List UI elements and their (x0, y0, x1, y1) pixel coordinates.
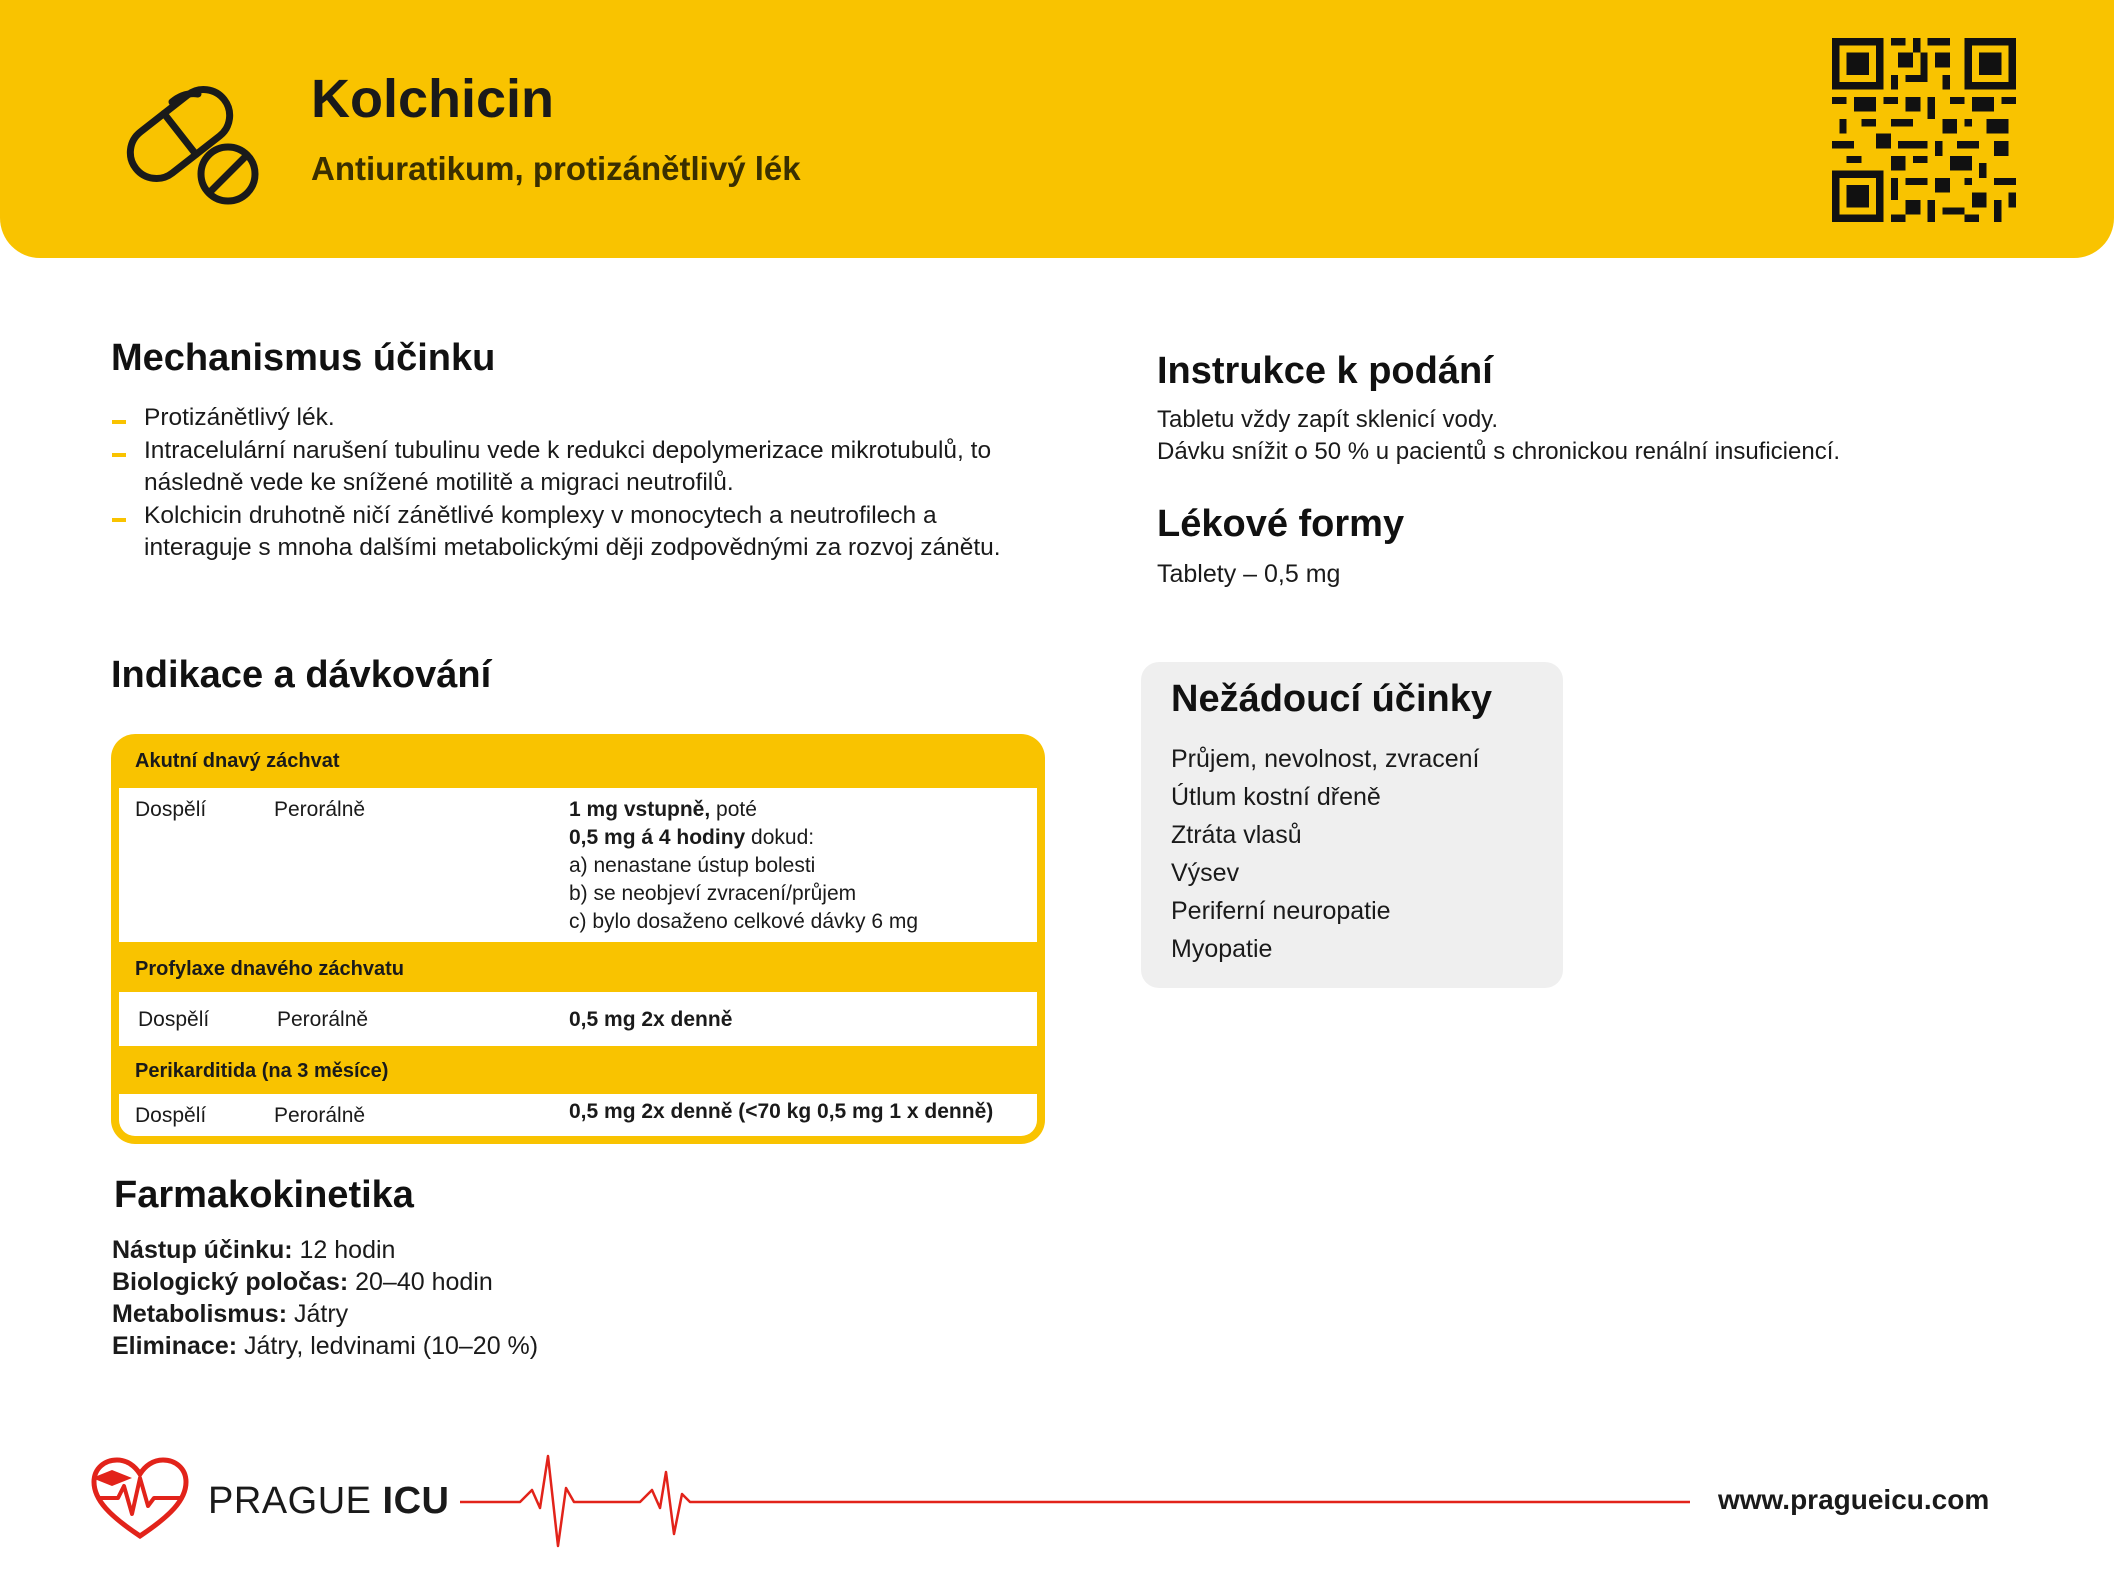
qr-code[interactable] (1832, 38, 2016, 222)
list-item: Eliminace: Játry, ledvinami (10–20 %) (112, 1332, 539, 1360)
patient-group: Dospělí (135, 798, 207, 821)
list-item: Myopatie (1171, 935, 1273, 963)
ecg-line (460, 1450, 1690, 1550)
instruction-line: Dávku snížit o 50 % u pacientů s chronickou renální insuficiencí. (1157, 438, 1841, 465)
list-item: Kolchicin druhotně ničí zánětlivé komplexy v monocytech a neutrofilech a interaguje s mnoha dalšími metabolickými ději zodpovědnými za rozvoj zánětu. (110, 500, 1040, 565)
table-row (119, 992, 1037, 1046)
route: Perorálně (274, 1104, 366, 1127)
heart-pulse-icon (90, 1456, 190, 1542)
patient-group: Dospělí (138, 1008, 210, 1031)
section-title: Profylaxe dnavého záchvatu (135, 958, 404, 980)
administration-heading: Instrukce k podání (1157, 350, 1493, 392)
indications-heading: Indikace a dávkování (111, 654, 492, 696)
section-title: Perikarditida (na 3 měsíce) (135, 1060, 389, 1082)
drug-title: Kolchicin (311, 69, 555, 129)
list-item: Intracelulární narušení tubulinu vede k redukci depolymerizace mikrotubulů, to následně vede ke snížené motilitě a migraci neutrofilů. (110, 435, 1040, 500)
pill-no-icon (118, 72, 268, 212)
adverse-effects-panel (1141, 662, 1563, 988)
pharmacokinetics-heading: Farmakokinetika (114, 1174, 414, 1216)
section-title: Akutní dnavý záchvat (135, 750, 340, 772)
table-row (119, 1094, 1037, 1136)
list-item: Útlum kostní dřeně (1171, 783, 1381, 811)
header-band (0, 0, 2114, 258)
mechanism-list (110, 402, 1040, 565)
table-row (119, 788, 1037, 942)
route: Perorálně (274, 798, 366, 821)
website-link[interactable]: www.pragueicu.com (1718, 1484, 1990, 1515)
list-item: Nástup účinku: 12 hodin (112, 1236, 396, 1264)
dose-text: 0,5 mg 2x denně (<70 kg 0,5 mg 1 x denně) (569, 1100, 994, 1123)
forms-heading: Lékové formy (1157, 503, 1405, 545)
adverse-list (1171, 740, 1479, 968)
brand-name: PRAGUE ICU (208, 1480, 450, 1522)
administration-text (1157, 404, 1840, 468)
patient-group: Dospělí (135, 1104, 207, 1127)
instruction-line: Tabletu vždy zapít sklenicí vody. (1157, 406, 1499, 433)
drug-subtitle: Antiuratikum, protizánětlivý lék (311, 150, 801, 187)
dose-text: 0,5 mg 2x denně (569, 1008, 733, 1031)
route: Perorálně (277, 1008, 369, 1031)
list-item: Protizánětlivý lék. (110, 402, 1040, 435)
dose-text: 1 mg vstupně, poté 0,5 mg á 4 hodiny dokud: a) nenastane ústup bolesti b) se neobjeví zvracení/průjem c) bylo dosaženo celkové dávky 6 mg (569, 798, 919, 933)
list-item: Metabolismus: Játry (112, 1300, 349, 1328)
dosing-table (111, 734, 1045, 1144)
list-item: Průjem, nevolnost, zvracení (1171, 745, 1480, 773)
pharmacokinetics-list (112, 1234, 538, 1362)
list-item: Periferní neuropatie (1171, 897, 1391, 925)
list-item: Biologický poločas: 20–40 hodin (112, 1268, 493, 1296)
forms-text: Tablety – 0,5 mg (1157, 560, 1341, 588)
list-item: Ztráta vlasů (1171, 821, 1302, 849)
adverse-heading: Nežádoucí účinky (1171, 678, 1492, 720)
list-item: Výsev (1171, 859, 1240, 887)
mechanism-heading: Mechanismus účinku (111, 337, 496, 379)
